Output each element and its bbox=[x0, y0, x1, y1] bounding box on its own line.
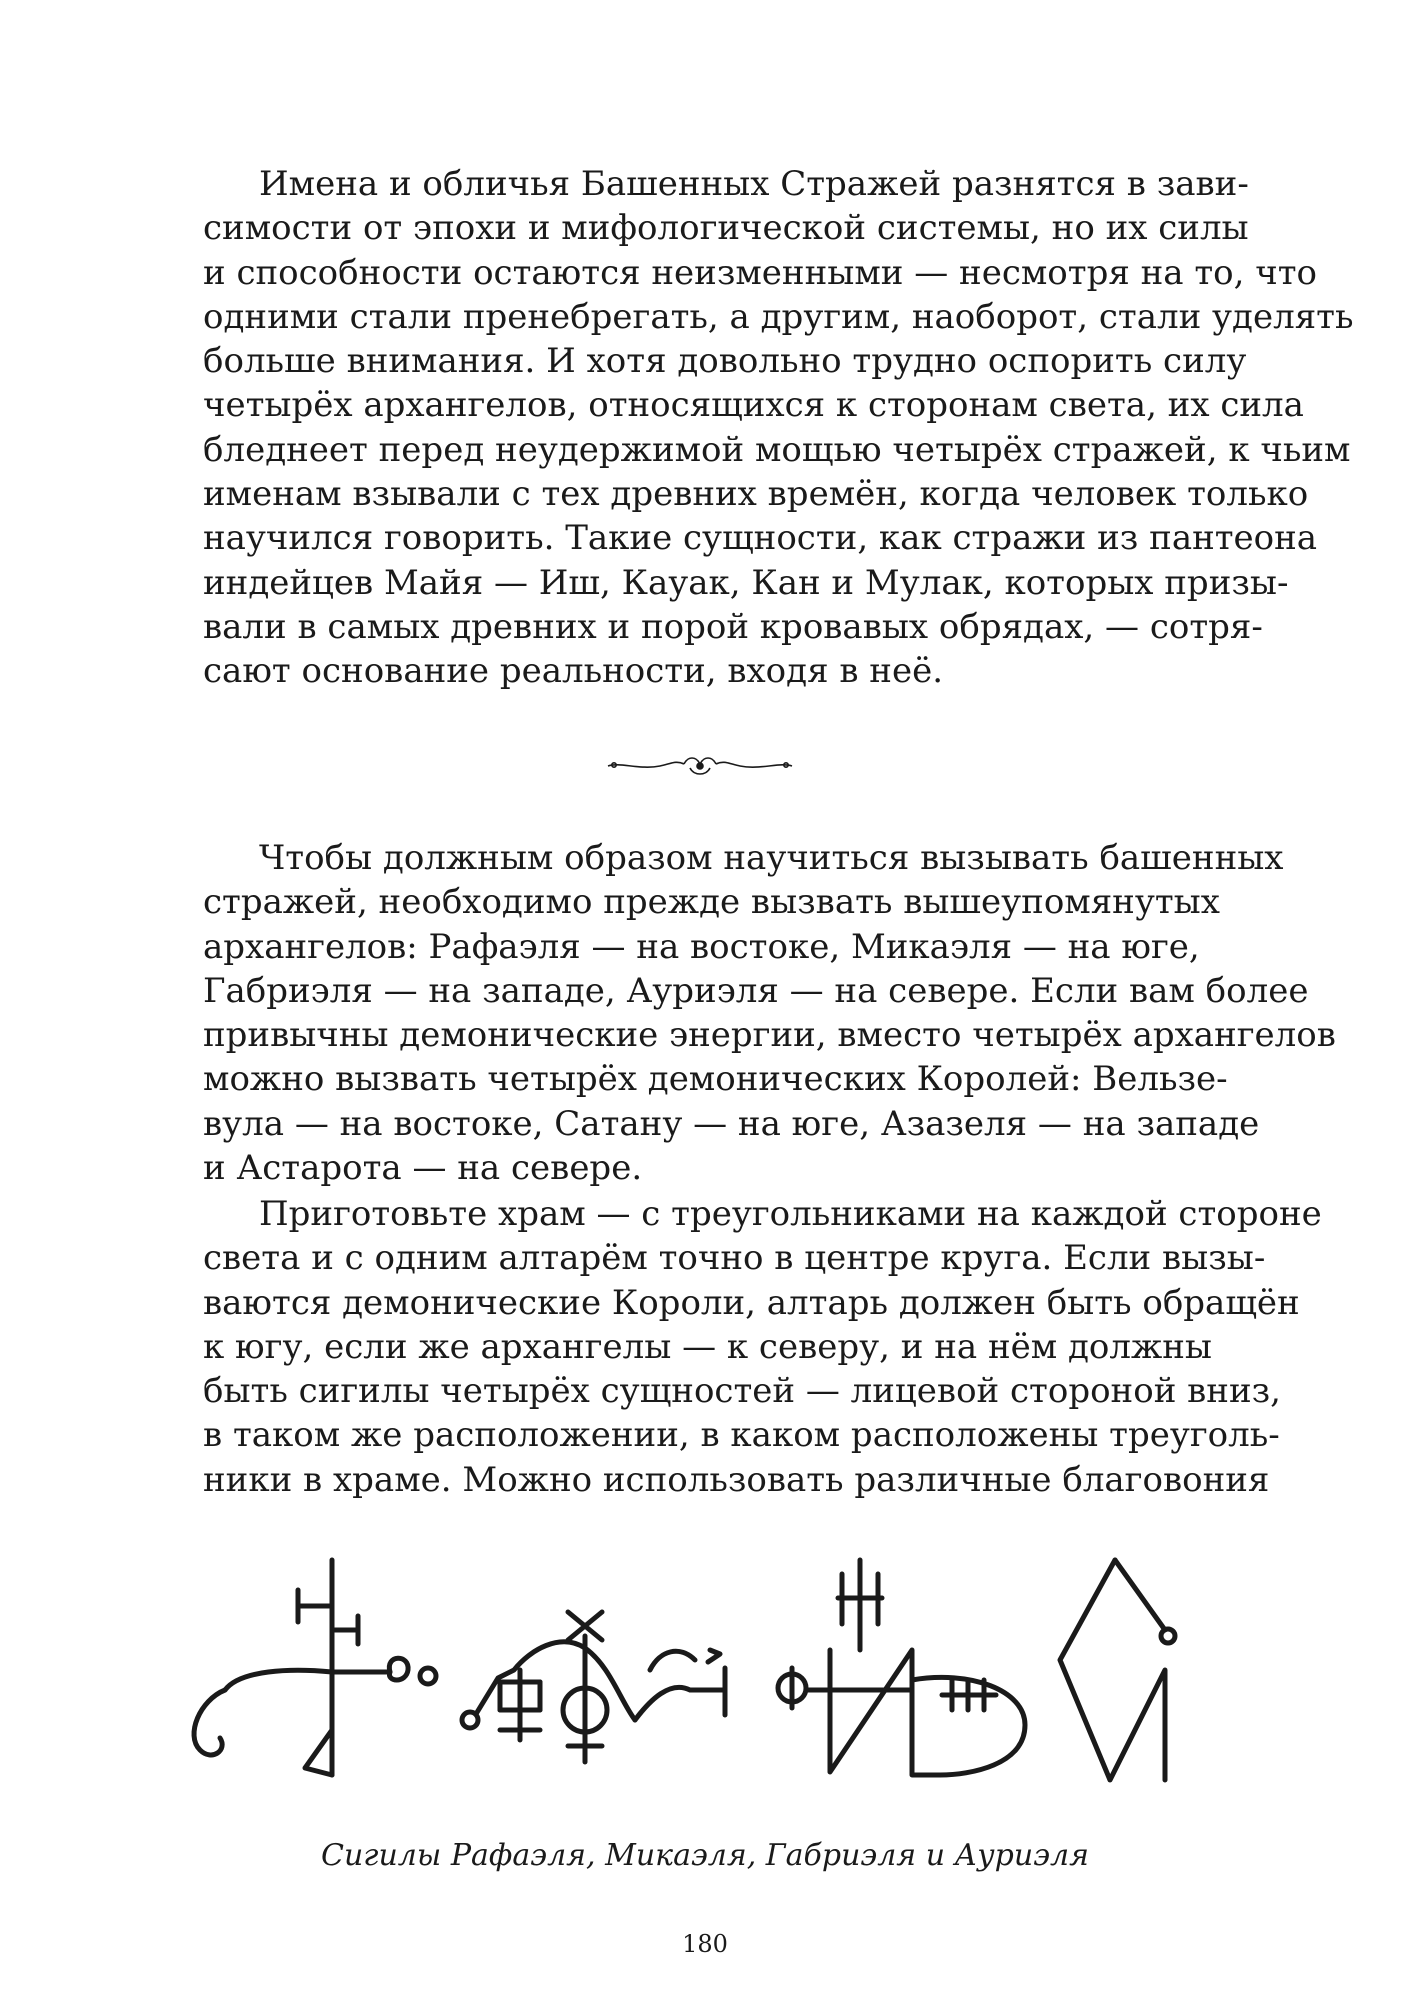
figure-caption: Сигилы Рафаэля, Микаэля, Габриэля и Ауриэля bbox=[321, 1838, 1089, 1873]
text-line: научился говорить. Такие сущности, как стражи из пантеона bbox=[203, 518, 1318, 559]
text-line: ваются демонические Короли, алтарь должен быть обращён bbox=[203, 1282, 1300, 1323]
text-line: индейцев Майя — Иш, Кауак, Кан и Мулак, которых призы- bbox=[203, 562, 1289, 603]
text-line: Габриэля — на западе, Ауриэля — на севере. Если вам более bbox=[203, 970, 1309, 1011]
ornament-divider-icon bbox=[600, 744, 800, 788]
text-line: бледнеет перед неудержимой мощью четырёх стражей, к чьим bbox=[203, 429, 1351, 470]
text-line: в таком же расположении, в каком расположены треуголь- bbox=[203, 1415, 1280, 1456]
paragraph-archangels bbox=[203, 836, 1336, 1190]
text-line: четырёх архангелов, относящихся к сторонам света, их сила bbox=[203, 385, 1304, 426]
page-number: 180 bbox=[682, 1930, 728, 1958]
text-line: Имена и обличья Башенных Стражей разнятся в зави- bbox=[259, 164, 1249, 204]
text-line: именам взывали с тех древних времён, когда человек только bbox=[203, 474, 1309, 515]
auriel-sigil-icon bbox=[1060, 1560, 1175, 1780]
paragraph-body bbox=[203, 1192, 1322, 1236]
sigils-figure bbox=[180, 1550, 1230, 1800]
text-line: больше внимания. И хотя довольно трудно оспорить силу bbox=[203, 341, 1247, 382]
text-line: можно вызвать четырёх демонических Королей: Вельзе- bbox=[203, 1059, 1228, 1100]
paragraph-body bbox=[203, 162, 1249, 206]
text-line: ники в храме. Можно использовать различные благовония bbox=[203, 1459, 1270, 1500]
paragraph-temple bbox=[203, 1192, 1322, 1502]
text-line: архангелов: Рафаэля — на востоке, Микаэля — на юге, bbox=[203, 926, 1200, 967]
text-line: света и с одним алтарём точно в центре круга. Если вызы- bbox=[203, 1238, 1266, 1279]
text-line: Чтобы должным образом научиться вызывать башенных bbox=[259, 838, 1284, 878]
text-line: вали в самых древних и порой кровавых обрядах, — сотря- bbox=[203, 606, 1263, 647]
gabriel-sigil-icon bbox=[778, 1560, 1025, 1775]
text-line: быть сигилы четырёх сущностей — лицевой стороной вниз, bbox=[203, 1371, 1281, 1412]
raphael-sigil-icon bbox=[194, 1560, 436, 1775]
text-line: симости от эпохи и мифологической системы, но их силы bbox=[203, 208, 1249, 249]
text-line: к югу, если же архангелы — к северу, и на нём должны bbox=[203, 1326, 1212, 1367]
text-line: и Астарота — на севере. bbox=[203, 1148, 643, 1189]
paragraph-tower-guardians bbox=[203, 162, 1354, 694]
michael-sigil-icon bbox=[462, 1612, 725, 1762]
text-line: и способности остаются неизменными — несмотря на то, что bbox=[203, 252, 1317, 293]
text-line: Приготовьте храм — с треугольниками на каждой стороне bbox=[259, 1194, 1322, 1234]
text-line: стражей, необходимо прежде вызвать вышеупомянутых bbox=[203, 882, 1220, 923]
text-line: вула — на востоке, Сатану — на юге, Азазеля — на западе bbox=[203, 1103, 1260, 1144]
text-line: одними стали пренебрегать, а другим, наоборот, стали уделять bbox=[203, 296, 1354, 337]
text-line: привычны демонические энергии, вместо четырёх архангелов bbox=[203, 1015, 1336, 1056]
text-line: сают основание реальности, входя в неё. bbox=[203, 651, 943, 692]
paragraph-body bbox=[203, 836, 1284, 880]
